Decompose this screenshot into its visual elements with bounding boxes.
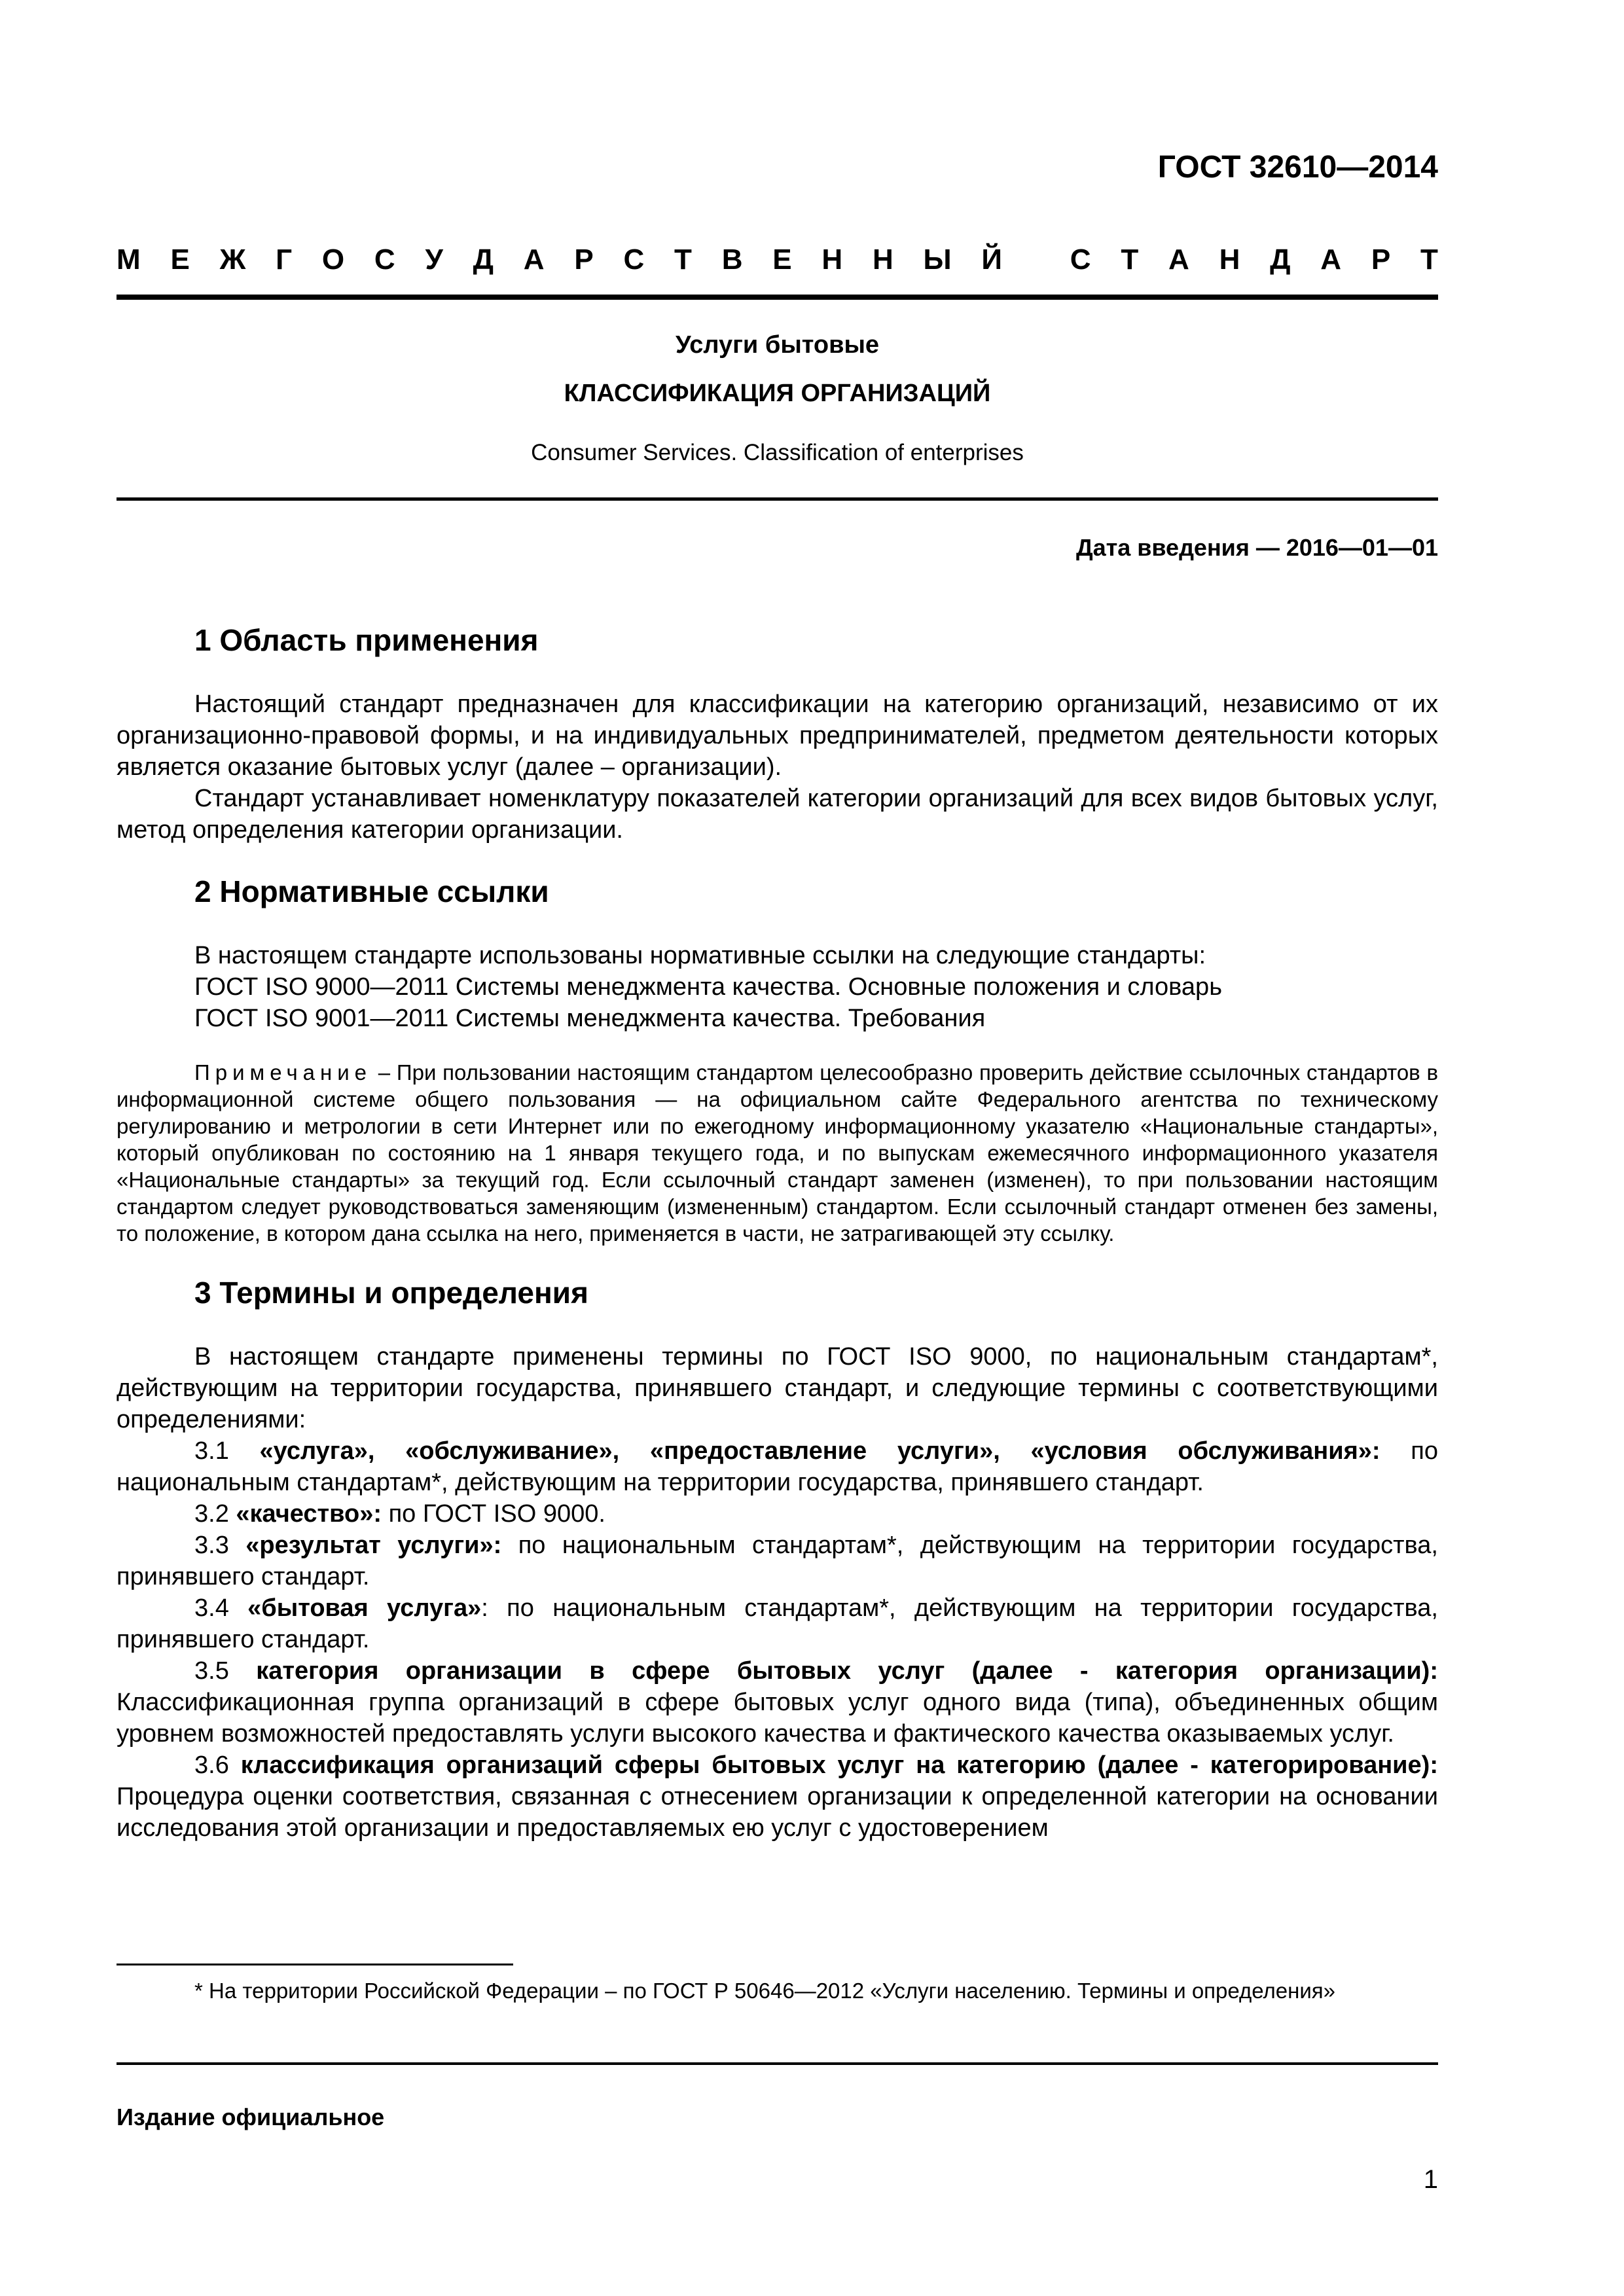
section-1-paragraph-1: Настоящий стандарт предназначен для классификации на категорию организаций, независимо от их организационно-правовой формы, и на индивидуальных предпринимателей, предметом деятельности которых является оказание бытовых услуг (далее – организации). bbox=[117, 691, 1438, 781]
section-3-heading: 3 Термины и определения bbox=[194, 1276, 588, 1310]
interstate-letter: Р bbox=[1371, 243, 1391, 276]
interstate-letter: Н bbox=[821, 243, 843, 276]
interstate-letter: А bbox=[523, 243, 545, 276]
term-3-3-name: «результат услуги»: bbox=[245, 1532, 502, 1559]
interstate-letter: Т bbox=[1121, 243, 1139, 276]
interstate-letter: О bbox=[321, 243, 345, 276]
interstate-letter: С bbox=[374, 243, 395, 276]
interstate-letter: Д bbox=[473, 243, 494, 276]
interstate-letter: У bbox=[425, 243, 443, 276]
term-3-6: 3.6 классификация организаций сферы бытовых услуг на категорию (далее - категорирование): Процедура оценки соответствия, связанная с отнесением организации к определенной категории на основании исследования этой организации и предоставляемых ею услуг с удостоверением bbox=[117, 1751, 1438, 1842]
term-3-4: 3.4 «бытовая услуга»: по национальным стандартам*, действующим на территории государства, принявшего стандарт. bbox=[117, 1594, 1438, 1653]
interstate-letter: С bbox=[623, 243, 645, 276]
section-1-paragraph-2: Стандарт устанавливает номенклатуру показателей категории организаций для всех видов бытовых услуг, метод определения категории организации. bbox=[117, 785, 1438, 844]
interstate-letter: Ж bbox=[219, 243, 246, 276]
interstate-letter: В bbox=[721, 243, 743, 276]
interstate-letter: С bbox=[1070, 243, 1091, 276]
note-text: – При пользовании настоящим стандартом целесообразно проверить действие ссылочных стандартов в информационной системе общего пользования — на официальном сайте Федерального агентства по техническому регулированию и метрологии в сети Интернет или по ежегодному информационному указателю «Национальные стандарты», который опубликован по состоянию на 1 января текущего года, и по выпускам ежемесячного информационного указателя «Национальные стандарты» за текущий год. Если ссылочный стандарт заменен (изменен), то при пользовании настоящим стандартом следует руководствоваться заменяющим (измененным) стандартом. Если ссылочный стандарт отменен без замены, то положение, в котором дана ссылка на него, применяется в части, не затрагивающей эту ссылку. bbox=[117, 1060, 1438, 1246]
section-2-intro: В настоящем стандарте использованы нормативные ссылки на следующие стандарты: bbox=[194, 942, 1206, 969]
term-3-5: 3.5 категория организации в сфере бытовых услуг (далее - категория организации): Классификационная группа организаций в сфере бытовых услуг одного вида (типа), объединенных общим уровнем возможностей предоставлять услуги высокого качества и фактического качества оказываемых услуг. bbox=[117, 1657, 1438, 1748]
title-line-1: Услуги бытовые bbox=[675, 331, 880, 359]
footer-divider bbox=[117, 2062, 1438, 2065]
term-3-3: 3.3 «результат услуги»: по национальным стандартам*, действующим на территории государства, принявшего стандарт. bbox=[117, 1532, 1438, 1590]
interstate-letter: Ы bbox=[923, 243, 952, 276]
term-3-4-name: «бытовая услуга» bbox=[247, 1594, 482, 1622]
term-3-1: 3.1 «услуга», «обслуживание», «предоставление услуги», «условия обслуживания»: по национальным стандартам*, действующим на территории государства, принявшего стандарт. bbox=[117, 1437, 1438, 1496]
term-3-2: 3.2 «качество»: по ГОСТ ISO 9000. bbox=[194, 1500, 605, 1528]
interstate-letter: М bbox=[117, 243, 141, 276]
footnote: * На территории Российской Федерации – по ГОСТ Р 50646—2012 «Услуги населению. Термины и определения» bbox=[194, 1979, 1336, 2003]
document-body bbox=[117, 620, 1438, 1844]
interstate-letter: Н bbox=[1219, 243, 1240, 276]
note-label: Примечание bbox=[194, 1060, 372, 1085]
interstate-standard-heading bbox=[117, 243, 1438, 276]
interstate-letter: Т bbox=[674, 243, 692, 276]
interstate-letter: Г bbox=[276, 243, 293, 276]
interstate-letter: А bbox=[1320, 243, 1342, 276]
interstate-letter: Е bbox=[170, 243, 190, 276]
note-block bbox=[117, 1059, 1438, 1247]
term-3-5-name: категория организации в сфере бытовых услуг (далее - категория организации): bbox=[256, 1657, 1438, 1685]
section-1-heading: 1 Область применения bbox=[194, 623, 539, 657]
reference-iso-9001: ГОСТ ISO 9001—2011 Системы менеджмента качества. Требования bbox=[194, 1005, 986, 1032]
term-3-6-name: классификация организаций сферы бытовых услуг на категорию (далее - категорирование): bbox=[240, 1751, 1438, 1779]
interstate-letter: Р bbox=[574, 243, 594, 276]
interstate-letter: Е bbox=[772, 243, 792, 276]
introduction-date: Дата введения — 2016—01—01 bbox=[1075, 534, 1438, 561]
reference-iso-9000: ГОСТ ISO 9000—2011 Системы менеджмента качества. Основные положения и словарь bbox=[194, 973, 1222, 1001]
interstate-letter: Н bbox=[872, 243, 893, 276]
title-english: Consumer Services. Classification of enterprises bbox=[531, 440, 1024, 465]
footnote-divider bbox=[117, 1964, 513, 1965]
title-line-2: КЛАССИФИКАЦИЯ ОРГАНИЗАЦИЙ bbox=[564, 380, 991, 407]
title-divider bbox=[117, 497, 1438, 501]
interstate-letter: Д bbox=[1270, 243, 1291, 276]
header-divider bbox=[117, 295, 1438, 300]
section-2-heading: 2 Нормативные ссылки bbox=[194, 874, 549, 908]
section-3-intro: В настоящем стандарте применены термины по ГОСТ ISO 9000, по национальным стандартам*, действующим на территории государства, принявшего стандарт, и следующие термины с соответствующими определениями: bbox=[117, 1343, 1438, 1433]
page-number: 1 bbox=[1423, 2165, 1438, 2194]
term-3-2-name: «качество»: bbox=[236, 1500, 382, 1528]
interstate-letter bbox=[1032, 243, 1040, 276]
interstate-letter: А bbox=[1168, 243, 1189, 276]
interstate-letter: Т bbox=[1420, 243, 1438, 276]
interstate-letter: Й bbox=[981, 243, 1002, 276]
document-number: ГОСТ 32610—2014 bbox=[1157, 150, 1438, 185]
official-edition-label: Издание официальное bbox=[117, 2104, 385, 2130]
term-3-1-name: «услуга», «обслуживание», «предоставление услуги», «условия обслуживания»: bbox=[259, 1437, 1380, 1465]
